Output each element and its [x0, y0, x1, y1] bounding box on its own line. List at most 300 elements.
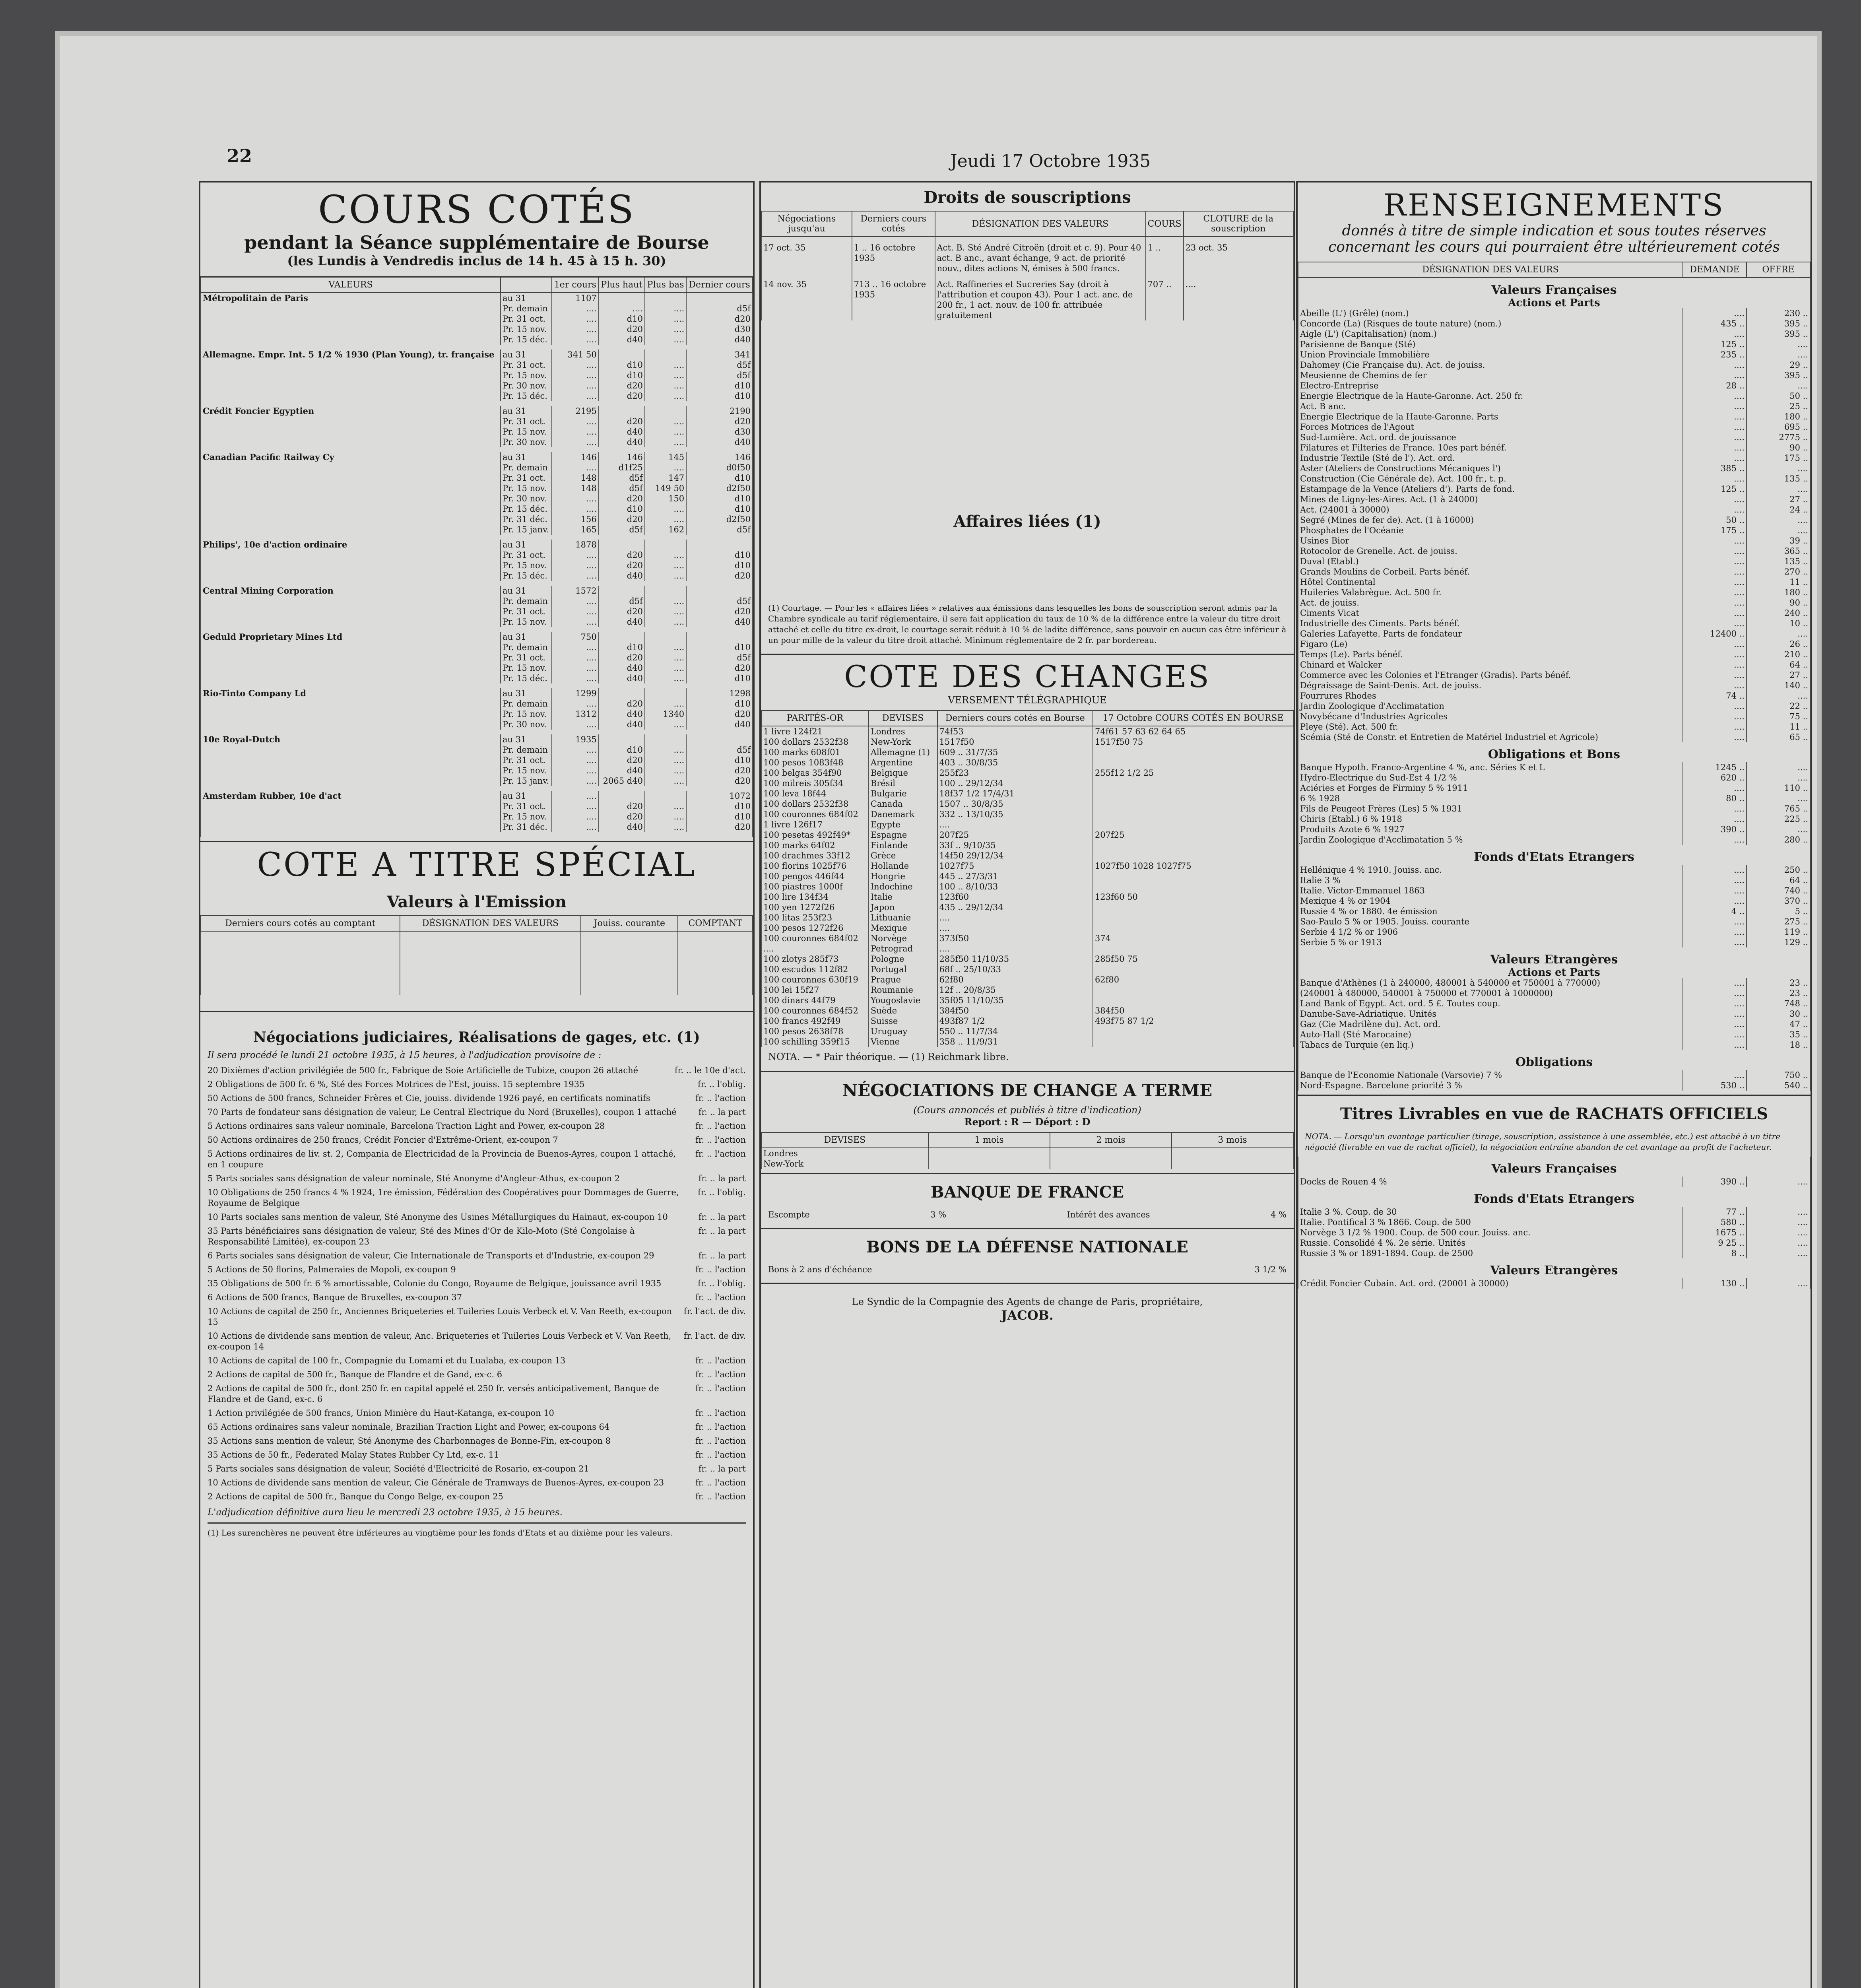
spacer-row	[201, 401, 753, 406]
parite-cell: 100 yen 1272f26	[761, 902, 869, 912]
valeur-name: Union Provinciale Immobilière	[1298, 349, 1683, 360]
table-cell: ....	[552, 391, 599, 401]
table-cell: d40	[599, 709, 645, 719]
valeur-name: Russie 3 % or 1891-1894. Coup. de 2500	[1298, 1248, 1683, 1258]
table-cell: 1935	[552, 734, 599, 745]
table-cell: d20	[686, 314, 753, 324]
table-cell: 1517f50 75	[1093, 737, 1293, 747]
table-cell: ....	[645, 314, 686, 324]
security-name	[201, 699, 501, 709]
table-row	[761, 1026, 1293, 1037]
table-row	[1298, 1278, 1810, 1289]
demande-cell: ....	[1683, 885, 1747, 896]
table-cell: 12f .. 20/8/35	[937, 985, 1093, 995]
security-name	[201, 709, 501, 719]
list-item	[208, 1107, 746, 1118]
table-row	[761, 737, 1293, 747]
devise-cell: New-York	[761, 1159, 928, 1169]
table-row	[1298, 865, 1810, 875]
item-price: fr. .. l'action	[695, 1121, 746, 1131]
offre-cell: 10 ..	[1747, 618, 1810, 629]
table-row	[1298, 927, 1810, 937]
table-cell: Petrograd	[869, 944, 937, 954]
offre-cell: ....	[1747, 463, 1810, 474]
offre-cell: 2775 ..	[1747, 432, 1810, 443]
table-cell: d40	[599, 334, 645, 345]
demande-cell: ....	[1683, 639, 1747, 649]
table-cell: 493f75 87 1/2	[1093, 1016, 1293, 1026]
item-price: fr. l'act. de div.	[683, 1331, 746, 1341]
table-row	[761, 778, 1293, 788]
table-cell: 146	[552, 452, 599, 462]
table-row	[1298, 824, 1810, 835]
table-cell: d5f	[686, 370, 753, 381]
table-row	[1298, 988, 1810, 998]
table-cell: Pr. 31 oct.	[501, 755, 552, 765]
table-row	[761, 1148, 1293, 1159]
table-cell	[1093, 809, 1293, 819]
item-price: fr. .. la part	[698, 1464, 746, 1474]
table-cell	[1172, 1148, 1293, 1159]
security-name	[201, 324, 501, 334]
security-name	[201, 745, 501, 755]
table-cell: Pr. 15 déc.	[501, 334, 552, 345]
list-item	[208, 1250, 746, 1261]
table-cell: ....	[552, 596, 599, 606]
offre-cell: 119 ..	[1747, 927, 1810, 937]
offre-cell: ....	[1747, 691, 1810, 701]
valeur-name: Forces Motrices de l'Agout	[1298, 422, 1683, 432]
valeur-name: Figaro (Le)	[1298, 639, 1683, 649]
changes-subtitle: VERSEMENT TÉLÉGRAPHIQUE	[948, 695, 1107, 706]
offre-cell: 5 ..	[1747, 906, 1810, 916]
offre-cell: 540 ..	[1747, 1080, 1810, 1091]
offre-cell: 129 ..	[1747, 937, 1810, 947]
security-name	[201, 776, 501, 786]
parite-cell: 1 livre 124f21	[761, 726, 869, 737]
table-row	[1298, 391, 1810, 401]
table-cell: 165	[552, 524, 599, 535]
security-name	[201, 391, 501, 401]
table-cell: ....	[1184, 274, 1293, 320]
parite-cell: 100 lei 15f27	[761, 985, 869, 995]
table-cell: ....	[552, 416, 599, 427]
security-name	[201, 462, 501, 473]
offre-cell: ....	[1747, 1238, 1810, 1248]
table-cell: Pr. 15 janv.	[501, 524, 552, 535]
table-cell: ....	[645, 719, 686, 730]
table-row	[201, 652, 753, 663]
item-description: 10 Obligations de 250 francs 4 % 1924, 1re émission, Fédération des Coopératives pour Dommages de Guerre, Royaume de Belgique	[208, 1188, 679, 1208]
interet-value: 4 %	[1271, 1210, 1287, 1219]
demande-cell: ....	[1683, 1070, 1747, 1080]
table-cell: Egypte	[869, 819, 937, 830]
parite-cell: 100 lire 134f34	[761, 892, 869, 902]
table-cell: ....	[552, 493, 599, 504]
table-cell: Pr. demain	[501, 462, 552, 473]
offre-cell: 180 ..	[1747, 587, 1810, 598]
offre-cell: 180 ..	[1747, 412, 1810, 422]
table-cell: ....	[645, 801, 686, 812]
table-cell: d5f	[686, 596, 753, 606]
table-row	[201, 391, 753, 401]
demande-cell: 1675 ..	[1683, 1227, 1747, 1238]
table-row	[761, 850, 1293, 861]
table-row	[201, 303, 753, 314]
column-header	[501, 277, 552, 293]
table-cell	[1093, 757, 1293, 768]
table-cell: ....	[552, 606, 599, 617]
table-cell: ....	[645, 596, 686, 606]
table-cell	[686, 734, 753, 745]
offre-cell: 11 ..	[1747, 577, 1810, 587]
parite-cell: 100 dinars 44f79	[761, 995, 869, 1006]
table-cell: ....	[599, 303, 645, 314]
table-cell: d20	[686, 663, 753, 673]
valeur-name: Hôtel Continental	[1298, 577, 1683, 587]
table-cell: 609 .. 31/7/35	[937, 747, 1093, 757]
table-cell: ....	[552, 822, 599, 832]
offre-cell: 365 ..	[1747, 546, 1810, 556]
parite-cell: 100 couronnes 684f02	[761, 933, 869, 944]
table-cell: 62f80	[1093, 975, 1293, 985]
table-cell	[686, 293, 753, 303]
offre-cell: ....	[1747, 824, 1810, 835]
table-row	[1298, 885, 1810, 896]
syndic-name: JACOB.	[1001, 1308, 1054, 1323]
valeur-name: Industrie Textile (Sté de l'). Act. ord.	[1298, 453, 1683, 463]
table-cell: ....	[645, 391, 686, 401]
table-row	[761, 944, 1293, 954]
terme-subtitle2: Report : R — Déport : D	[964, 1116, 1091, 1128]
parite-cell: 100 dollars 2532f38	[761, 799, 869, 809]
table-cell: Vienne	[869, 1037, 937, 1047]
table-cell	[1093, 819, 1293, 830]
table-row	[761, 799, 1293, 809]
table-cell: d20	[599, 699, 645, 709]
valeur-name: Hydro-Electrique du Sud-Est 4 1/2 %	[1298, 773, 1683, 783]
table-cell: d10	[599, 745, 645, 755]
table-row	[1298, 360, 1810, 370]
table-row	[1298, 318, 1810, 329]
rachats-nota: NOTA. — Lorsqu'un avantage particulier (tirage, souscription, assistance à une assemblée, etc.) est attaché à un titre négocié (livrable en vue de rachat officiel), la négociation entraîne abandon de cet avantage au profit de l'acheteur.	[1305, 1132, 1780, 1152]
table-cell	[1093, 1026, 1293, 1037]
offre-cell: 50 ..	[1747, 391, 1810, 401]
table-row	[201, 493, 753, 504]
changes-title: COTE DES CHANGES	[844, 659, 1211, 694]
table-cell: ....	[645, 617, 686, 627]
table-cell: d10	[686, 801, 753, 812]
table-row	[1298, 896, 1810, 906]
table-cell: 255f12 1/2 25	[1093, 768, 1293, 778]
valeur-name: Russie. Consolidé 4 %. 2e série. Unités	[1298, 1238, 1683, 1248]
offre-cell: ....	[1747, 339, 1810, 349]
table-cell: 123f60	[937, 892, 1093, 902]
table-row	[201, 699, 753, 709]
demande-cell: ....	[1683, 474, 1747, 484]
security-name	[201, 673, 501, 683]
table-cell: ....	[645, 324, 686, 334]
table-cell	[645, 586, 686, 596]
table-row	[1298, 1040, 1810, 1050]
security-name: 10e Royal-Dutch	[201, 734, 501, 745]
valeur-name: Scémia (Sté de Constr. et Entretien de Matériel Industriel et Agricole)	[1298, 732, 1683, 742]
table-row	[761, 954, 1293, 964]
table-cell	[599, 688, 645, 699]
table-row	[1298, 598, 1810, 608]
table-cell: d1f25	[599, 462, 645, 473]
table-row	[1298, 1019, 1810, 1029]
table-row	[201, 381, 753, 391]
table-row	[761, 923, 1293, 933]
table-cell: ....	[552, 370, 599, 381]
table-row	[201, 673, 753, 683]
offre-cell: 395 ..	[1747, 318, 1810, 329]
list-item	[208, 1422, 746, 1433]
demande-cell: ....	[1683, 453, 1747, 463]
valeur-name: Danube-Save-Adriatique. Unités	[1298, 1009, 1683, 1019]
newspaper-page	[60, 36, 1817, 1988]
parite-cell: 100 dollars 2532f38	[761, 737, 869, 747]
item-price: fr. .. l'action	[695, 1422, 746, 1432]
table-cell	[645, 406, 686, 416]
table-cell	[1093, 871, 1293, 881]
offre-cell: ....	[1747, 1248, 1810, 1258]
table-cell	[201, 683, 753, 688]
demande-cell: 620 ..	[1683, 773, 1747, 783]
table-cell: Allemagne (1)	[869, 747, 937, 757]
renseignements-table	[1298, 262, 1811, 1091]
item-description: 10 Actions de capital de 250 fr., Anciennes Briqueteries et Tuileries Louis Verbeck et V. Van Reeth, ex-coupon 15	[208, 1307, 672, 1327]
table-cell: d10	[599, 314, 645, 324]
banque-line	[761, 1206, 1294, 1224]
column-header: Derniers cours cotés au comptant	[201, 916, 400, 931]
column-middle	[759, 181, 1295, 1988]
table-cell: Pr. 31 oct.	[501, 416, 552, 427]
valeur-name: Act. B anc.	[1298, 401, 1683, 412]
offre-cell: 18 ..	[1747, 1040, 1810, 1050]
table-cell	[1093, 1037, 1293, 1047]
table-row	[1298, 370, 1810, 381]
demande-cell: ....	[1683, 598, 1747, 608]
demande-cell: ....	[1683, 680, 1747, 691]
list-item	[208, 1226, 746, 1247]
security-name	[201, 514, 501, 524]
security-name: Central Mining Corporation	[201, 586, 501, 596]
valeur-name: Pleye (Sté). Act. 500 fr.	[1298, 722, 1683, 732]
table-cell: Pr. 15 nov.	[501, 324, 552, 334]
valeur-name: Serbie 4 1/2 % or 1906	[1298, 927, 1683, 937]
table-cell: Danemark	[869, 809, 937, 819]
section-row	[1298, 947, 1810, 967]
demande-cell: ....	[1683, 432, 1747, 443]
item-description: 6 Actions de 500 francs, Banque de Bruxelles, ex-coupon 37	[208, 1293, 462, 1302]
table-cell: Pr. 31 déc.	[501, 822, 552, 832]
table-cell: Pr. 15 déc.	[501, 504, 552, 514]
table-cell: d20	[686, 776, 753, 786]
valeur-name: Sao-Paulo 5 % or 1905. Jouiss. courante	[1298, 916, 1683, 927]
cote-special-subtitle: Valeurs à l'Emission	[387, 893, 567, 911]
demande-cell: ....	[1683, 443, 1747, 453]
table-cell: Mexique	[869, 923, 937, 933]
table-cell: New-York	[869, 737, 937, 747]
column-header: Dernier cours	[686, 277, 753, 293]
offre-cell: 30 ..	[1747, 1009, 1810, 1019]
table-cell: ....	[645, 745, 686, 755]
table-cell: d20	[599, 550, 645, 560]
section-title: Valeurs Françaises	[1298, 1157, 1810, 1176]
item-description: 35 Parts bénéficiaires sans désignation de valeur, Sté des Mines d'Or de Kilo-Moto (Sté Congolaise à Responsabilité Limitée), ex-coupon 23	[208, 1226, 635, 1246]
parite-cell: 100 zlotys 285f73	[761, 954, 869, 964]
security-name	[201, 560, 501, 571]
demande-cell: ....	[1683, 701, 1747, 711]
offre-cell: 270 ..	[1747, 567, 1810, 577]
demande-cell: 530 ..	[1683, 1080, 1747, 1091]
offre-cell: ....	[1747, 629, 1810, 639]
security-name	[201, 370, 501, 381]
table-row	[201, 688, 753, 699]
table-cell: 146	[686, 452, 753, 462]
security-name	[201, 314, 501, 324]
security-name	[201, 719, 501, 730]
table-cell: ....	[645, 303, 686, 314]
table-cell: 207f25	[937, 830, 1093, 840]
table-cell: ....	[552, 652, 599, 663]
table-row	[201, 504, 753, 514]
demande-cell: ....	[1683, 618, 1747, 629]
table-cell	[1093, 902, 1293, 912]
table-cell: 148	[552, 483, 599, 493]
item-description: 2 Obligations de 500 fr. 6 %, Sté des Forces Motrices de l'Est, jouiss. 15 septembre 1935	[208, 1079, 585, 1089]
table-row	[1298, 618, 1810, 629]
table-row	[761, 1006, 1293, 1016]
spacer-row	[201, 535, 753, 540]
table-row	[201, 812, 753, 822]
item-price: fr. .. la part	[698, 1107, 746, 1117]
table-cell: d40	[599, 663, 645, 673]
offre-cell: 26 ..	[1747, 639, 1810, 649]
table-cell: 74f61 57 63 62 64 65	[1093, 726, 1293, 737]
table-row	[201, 571, 753, 581]
table-cell: ....	[552, 437, 599, 447]
table-cell: ....	[645, 437, 686, 447]
security-name	[201, 437, 501, 447]
table-cell: Pr. 15 déc.	[501, 571, 552, 581]
column-header: Derniers cours cotés en Bourse	[937, 711, 1093, 726]
table-row	[1298, 783, 1810, 793]
table-cell: d40	[686, 334, 753, 345]
valeur-name: Italie 3 %. Coup. de 30	[1298, 1207, 1683, 1217]
offre-cell: ....	[1747, 381, 1810, 391]
table-cell: 148	[552, 473, 599, 483]
table-cell	[1093, 850, 1293, 861]
table-cell: ....	[552, 791, 599, 801]
table-row	[761, 274, 1293, 320]
valeur-name: Commerce avec les Colonies et l'Etranger (Gradis). Parts bénéf.	[1298, 670, 1683, 680]
changes-table	[761, 710, 1294, 1047]
table-row	[1298, 453, 1810, 463]
table-cell	[1093, 747, 1293, 757]
table-cell	[599, 791, 645, 801]
table-cell: ....	[645, 427, 686, 437]
table-cell: d10	[599, 504, 645, 514]
table-row	[761, 871, 1293, 881]
column-header: DÉSIGNATION DES VALEURS	[1298, 262, 1683, 278]
table-row	[761, 892, 1293, 902]
table-row	[1298, 1029, 1810, 1040]
offre-cell: ....	[1747, 349, 1810, 360]
valeur-name: Energie Electrique de la Haute-Garonne. Parts	[1298, 412, 1683, 422]
item-price: fr. .. l'action	[695, 1384, 746, 1393]
item-description: 5 Actions ordinaires de liv. st. 2, Compania de Electricidad de la Provincia de Buenos-Ayres, coupon 1 attaché, en 1 coupure	[208, 1149, 676, 1169]
table-row	[1298, 381, 1810, 391]
table-cell: 1878	[552, 540, 599, 550]
table-cell: ....	[645, 822, 686, 832]
table-cell	[645, 349, 686, 360]
table-cell: d5f	[686, 652, 753, 663]
table-cell: ....	[552, 801, 599, 812]
page-number: 22	[227, 145, 252, 167]
table-row	[201, 776, 753, 786]
table-row	[1298, 308, 1810, 318]
column-header: CLOTURE de la souscription	[1184, 211, 1293, 237]
security-name	[201, 642, 501, 652]
security-name	[201, 381, 501, 391]
table-cell: Pr. 31 déc.	[501, 514, 552, 524]
valeur-name: Banque d'Athènes (1 à 240000, 480001 à 540000 et 750001 à 770000)	[1298, 978, 1683, 988]
table-cell: d10	[686, 473, 753, 483]
demande-cell: 390 ..	[1683, 824, 1747, 835]
table-row	[1298, 906, 1810, 916]
item-price: fr. .. la part	[698, 1212, 746, 1222]
table-row	[1298, 505, 1810, 515]
table-cell: Pr. 31 oct.	[501, 314, 552, 324]
column-left	[199, 181, 755, 1988]
security-name	[201, 801, 501, 812]
list-item	[208, 1306, 746, 1328]
list-item	[208, 1491, 746, 1502]
cours-cotes-subtitle: pendant la Séance supplémentaire de Bourse	[244, 232, 709, 253]
table-cell	[201, 730, 753, 734]
table-row	[1298, 804, 1810, 814]
spacer-row	[201, 832, 753, 837]
table-cell: ....	[645, 652, 686, 663]
table-cell: ....	[552, 719, 599, 730]
demande-cell: ....	[1683, 988, 1747, 998]
demande-cell: 77 ..	[1683, 1207, 1747, 1217]
parite-cell: 100 belgas 354f90	[761, 768, 869, 778]
demande-cell: ....	[1683, 360, 1747, 370]
table-cell: Londres	[869, 726, 937, 737]
table-cell: ....	[552, 755, 599, 765]
valeur-name: Fourrures Rhodes	[1298, 691, 1683, 701]
table-row	[201, 483, 753, 493]
valeur-name: Segré (Mines de fer de). Act. (1 à 16000)	[1298, 515, 1683, 525]
demande-cell: ....	[1683, 875, 1747, 885]
valeur-name: Ciments Vicat	[1298, 608, 1683, 618]
security-name	[201, 524, 501, 535]
spacer-row	[201, 627, 753, 632]
table-cell: d2f50	[686, 514, 753, 524]
table-row	[761, 819, 1293, 830]
table-cell: ....	[552, 571, 599, 581]
spacer-row	[201, 683, 753, 688]
item-description: 10 Actions de dividende sans mention de valeur, Anc. Briqueteries et Tuileries Louis Verbeck et V. Van Reeth, ex-coupon 14	[208, 1331, 671, 1351]
table-cell: d40	[599, 427, 645, 437]
parite-cell: 1 livre 126f17	[761, 819, 869, 830]
table-cell	[599, 632, 645, 642]
table-cell: d40	[686, 719, 753, 730]
